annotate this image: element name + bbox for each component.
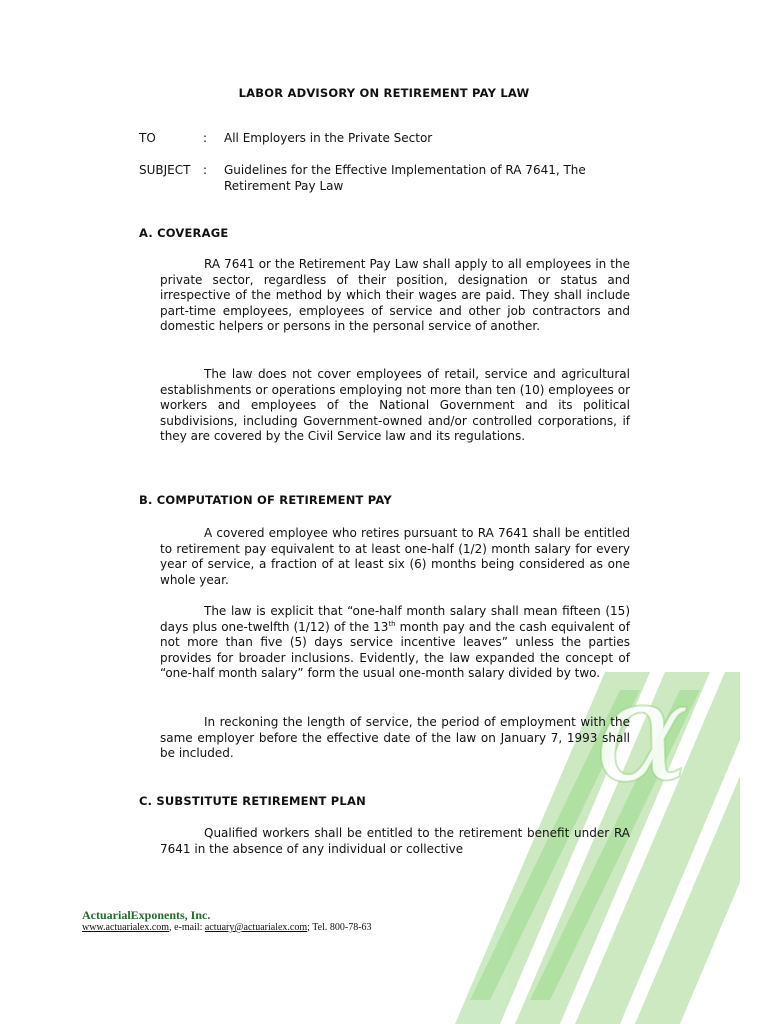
memo-to-colon: : xyxy=(203,131,208,145)
footer-email-link[interactable]: actuary@actuarialex.com xyxy=(204,922,308,933)
section-b-heading: B. COMPUTATION OF RETIREMENT PAY xyxy=(139,493,392,507)
footer-company-name: ActuarialExponents, Inc. xyxy=(82,908,211,922)
section-a-paragraph-1: RA 7641 or the Retirement Pay Law shall apply to all employees in the private sector, regardless of their position, designation or status and irrespective of the method by which their wages are paid. They shall include part-time employees, employees of service and other job contractors and domestic helpers or persons in the personal service of another. xyxy=(160,257,630,334)
section-b-paragraph-2 xyxy=(160,604,630,682)
section-a-paragraph-2: The law does not cover employees of retail, service and agricultural establishments or operations employing not more than ten (10) employees or workers and employees of the National Government and its political subdivisions, including Government-owned and/or controlled corporations, if they are covered by the Civil Service law and its regulations. xyxy=(160,367,630,444)
section-b-paragraph-2-part-1: The law is explicit that “one-half month salary shall mean fifteen (15) days plus one-twelfth (1/12) of the 13 xyxy=(160,604,630,634)
footer-separator-1: , e-mail: xyxy=(169,922,205,933)
section-b-paragraph-1: A covered employee who retires pursuant to RA 7641 shall be entitled to retirement pay equivalent to at least one-half (1/2) month salary for every year of service, a fraction of at least six (6) months being considered as one whole year. xyxy=(160,526,630,587)
section-b-paragraph-2-part-2: month pay and the cash equivalent of not more than five (5) days service incentive leaves” unless the parties provides for broader inclusions. Evidently, the law expanded the concept of “one-half month salary” form the usual one-month salary divided by two. xyxy=(160,619,630,681)
section-a-heading: A. COVERAGE xyxy=(139,226,229,240)
footer-website-link[interactable]: www.actuarialex.com xyxy=(82,922,170,933)
alpha-symbol-watermark: α xyxy=(595,651,690,814)
memo-to-label: TO xyxy=(139,131,156,145)
superscript-th: th xyxy=(388,619,396,628)
section-c-heading: C. SUBSTITUTE RETIREMENT PLAN xyxy=(139,794,366,808)
document-title: LABOR ADVISORY ON RETIREMENT PAY LAW xyxy=(238,86,530,100)
memo-subject-label: SUBJECT xyxy=(139,163,191,177)
footer-contact-line xyxy=(82,922,372,933)
footer-separator-2: ; Tel. 800-78-63 xyxy=(307,922,372,933)
memo-subject-colon: : xyxy=(203,163,208,177)
memo-subject-value: Guidelines for the Effective Implementation of RA 7641, The Retirement Pay Law xyxy=(224,163,586,193)
section-c-paragraph-1: Qualified workers shall be entitled to the retirement benefit under RA 7641 in the absence of any individual or collective xyxy=(160,826,630,856)
memo-to-value: All Employers in the Private Sector xyxy=(224,131,433,145)
section-b-paragraph-3: In reckoning the length of service, the period of employment with the same employer before the effective date of the law on January 7, 1993 shall be included. xyxy=(160,715,630,761)
